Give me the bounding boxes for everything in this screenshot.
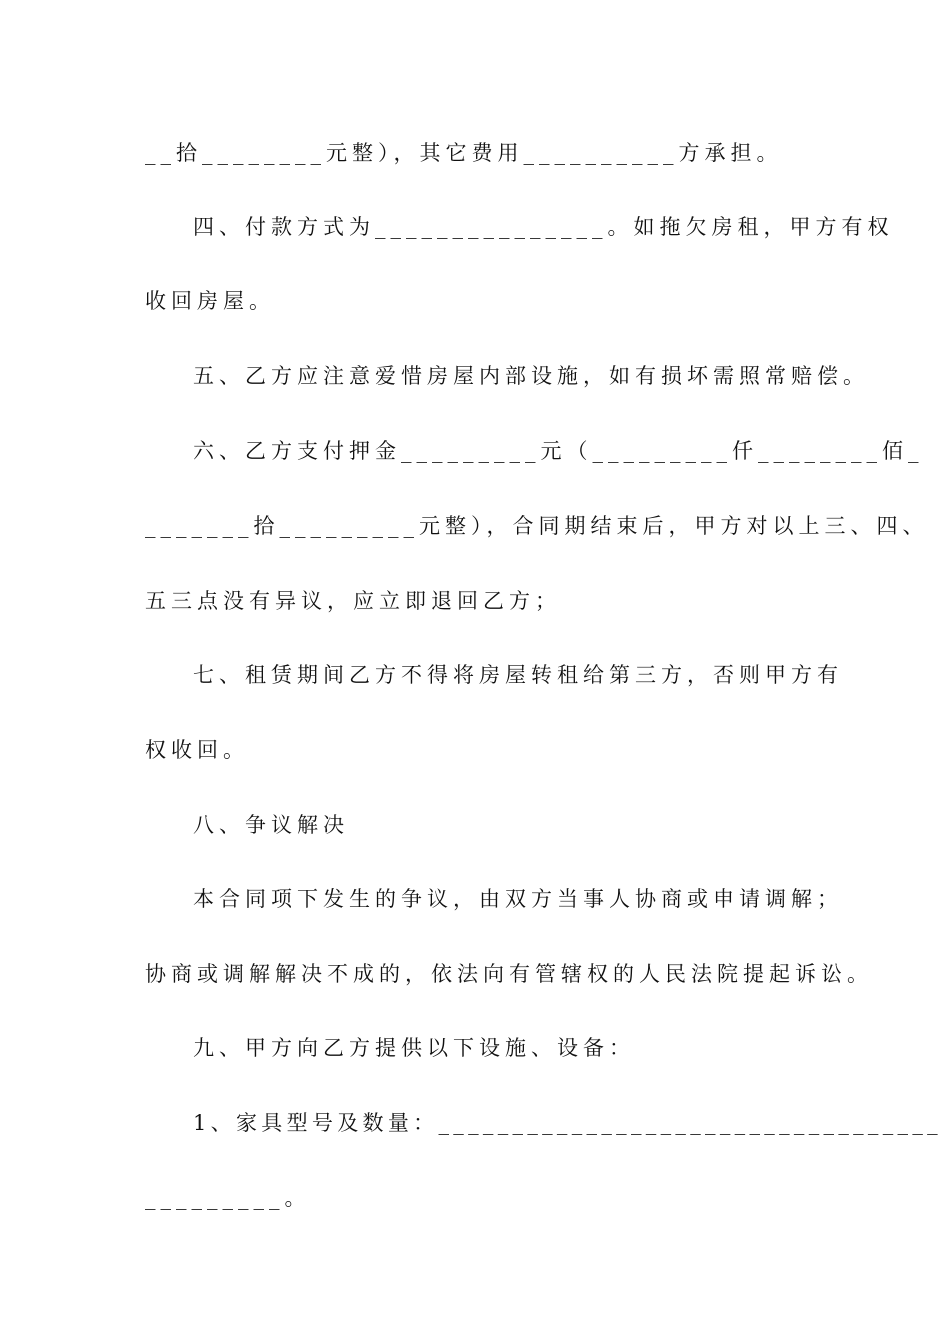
line-text: 五三点没有异议，应立即退回乙方； xyxy=(145,589,561,613)
dispute-text-2 xyxy=(145,959,950,989)
clause-8-dispute-heading xyxy=(193,810,950,840)
line-text: 九、甲方向乙方提供以下设施、设备： xyxy=(193,1036,635,1060)
line-text: 收回房屋。 xyxy=(145,289,275,313)
line-text: _________。 xyxy=(145,1186,311,1210)
text-line-3 xyxy=(145,286,950,316)
line-text: 本合同项下发生的争议，由双方当事人协商或申请调解； xyxy=(193,887,843,911)
line-text: 五、乙方应注意爱惜房屋内部设施，如有损坏需照常赔偿。 xyxy=(193,364,869,388)
clause-4-payment-method xyxy=(193,212,950,242)
furniture-model-quantity xyxy=(193,1108,950,1138)
text-line-7 xyxy=(145,586,950,616)
clause-5-facilities-care xyxy=(193,361,950,391)
line-text: 八、争议解决 xyxy=(193,813,349,837)
line-text: _______拾_________元整），合同期结束后，甲方对以上三、四、 xyxy=(145,514,929,538)
clause-6-deposit xyxy=(193,436,950,466)
line-text: 1、家具型号及数量：__________________________________ xyxy=(193,1111,942,1135)
line-text: 权收回。 xyxy=(145,738,249,762)
text-line-1 xyxy=(145,138,950,168)
line-text: 协商或调解解决不成的，依法向有管辖权的人民法院提起诉讼。 xyxy=(145,962,873,986)
text-line-9 xyxy=(145,735,950,765)
clause-9-equipment xyxy=(193,1033,950,1063)
line-text: __拾________元整），其它费用__________方承担。 xyxy=(145,141,783,165)
dispute-text-1 xyxy=(193,884,950,914)
text-line-15 xyxy=(145,1183,950,1213)
clause-7-no-sublet xyxy=(193,660,950,690)
line-text: 四、付款方式为_______________。如拖欠房租，甲方有权 xyxy=(193,215,894,239)
line-text: 六、乙方支付押金_________元（_________仟________佰_ xyxy=(193,439,924,463)
text-line-6 xyxy=(145,511,950,541)
line-text: 七、租赁期间乙方不得将房屋转租给第三方，否则甲方有 xyxy=(193,663,843,687)
